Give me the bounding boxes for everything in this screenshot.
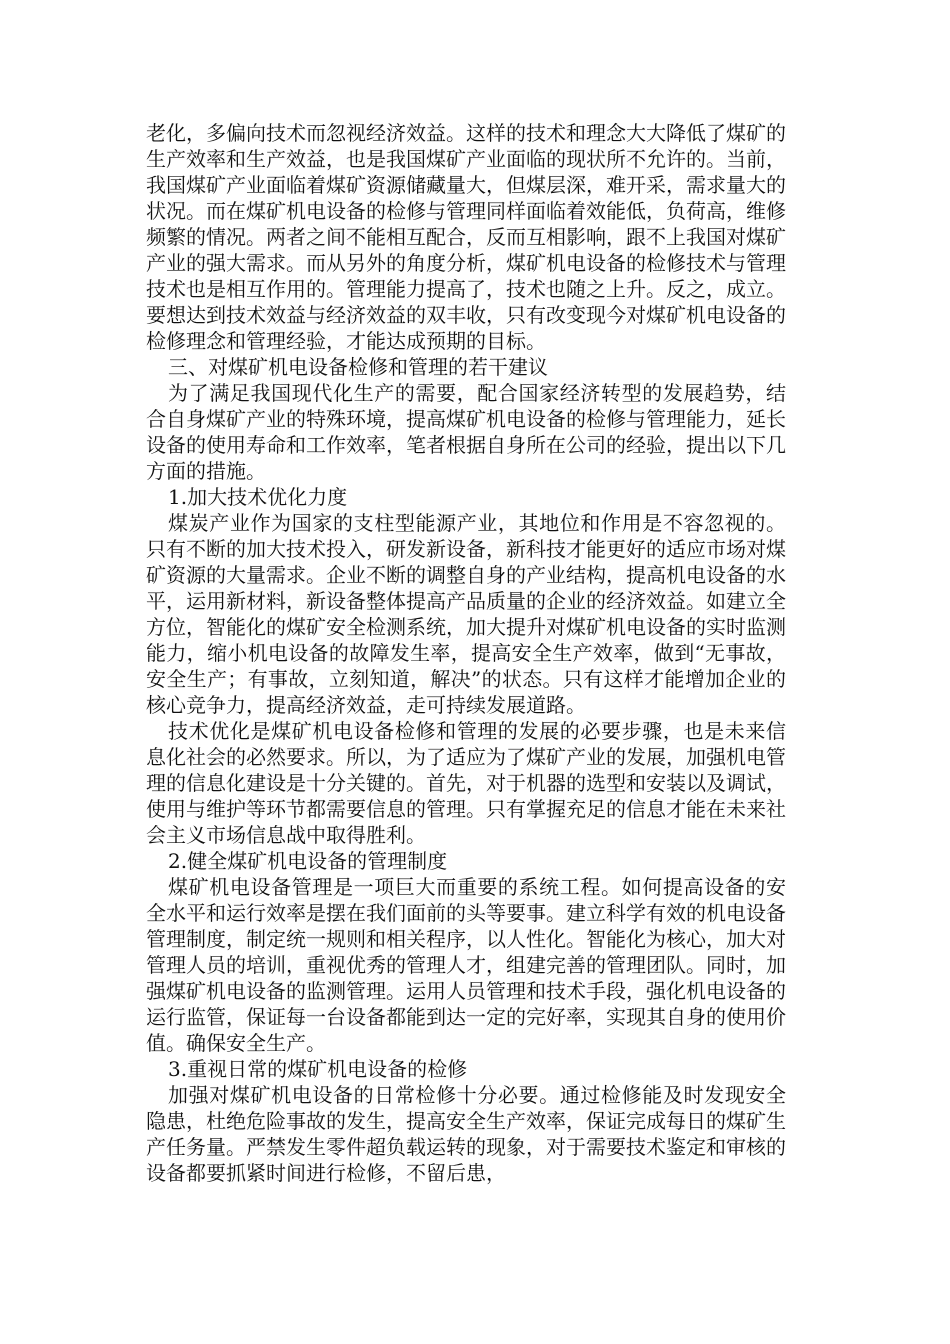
subsection-heading: 1.加大技术优化力度 bbox=[168, 485, 348, 509]
paragraph: 技术优化是煤矿机电设备检修和管理的发展的必要步骤，也是未来信息化社会的必然要求。所以，为了适应为了煤矿产业的发展，加强机电管理的信息化建设是十分关键的。首先，对于机器的选型和安装以及调试，使用与维护等环节都需要信息的管理。只有掌握充足的信息才能在未来社会主义市场信息战中取得胜利。 bbox=[146, 719, 786, 847]
paragraph: 老化，多偏向技术而忽视经济效益。这样的技术和理念大大降低了煤矿的生产效率和生产效益，也是我国煤矿产业面临的现状所不允许的。当前，我国煤矿产业面临着煤矿资源储藏量大，但煤层深，难开采，需求量大的状况。而在煤矿机电设备的检修与管理同样面临着效能低，负荷高，维修频繁的情况。两者之间不能相互配合，反而互相影响，跟不上我国对煤矿产业的强大需求。而从另外的角度分析，煤矿机电设备的检修技术与管理技术也是相互作用的。管理能力提高了，技术也随之上升。反之，成立。要想达到技术效益与经济效益的双丰收，只有改变现今对煤矿机电设备的检修理念和管理经验，才能达成预期的目标。 bbox=[146, 121, 786, 353]
paragraph: 煤矿机电设备管理是一项巨大而重要的系统工程。如何提高设备的安全水平和运行效率是摆在我们面前的头等要事。建立科学有效的机电设备管理制度，制定统一规则和相关程序，以人性化。智能化为核心，加大对管理人员的培训，重视优秀的管理人才，组建完善的管理团队。同时，加强煤矿机电设备的监测管理。运用人员管理和技术手段，强化机电设备的运行监管，保证每一台设备都能到达一定的完好率，实现其自身的使用价值。确保安全生产。 bbox=[146, 875, 786, 1055]
paragraph: 为了满足我国现代化生产的需要，配合国家经济转型的发展趋势，结合自身煤矿产业的特殊环境，提高煤矿机电设备的检修与管理能力，延长设备的使用寿命和工作效率，笔者根据自身所在公司的经验，提出以下几方面的措施。 bbox=[146, 381, 786, 483]
paragraph: 加强对煤矿机电设备的日常检修十分必要。通过检修能及时发现安全隐患，杜绝危险事故的发生，提高安全生产效率，保证完成每日的煤矿生产任务量。严禁发生零件超负载运转的现象，对于需要技术鉴定和审核的设备都要抓紧时间进行检修，不留后患， bbox=[146, 1083, 786, 1185]
paragraph: 煤炭产业作为国家的支柱型能源产业，其地位和作用是不容忽视的。只有不断的加大技术投入，研发新设备，新科技才能更好的适应市场对煤矿资源的大量需求。企业不断的调整自身的产业结构，提高机电设备的水平，运用新材料，新设备整体提高产品质量的企业的经济效益。如建立全方位，智能化的煤矿安全检测系统，加大提升对煤矿机电设备的实时监测能力，缩小机电设备的故障发生率，提高安全生产效率，做到“无事故，安全生产；有事故，立刻知道，解决”的状态。只有这样才能增加企业的核心竞争力，提高经济效益，走可持续发展道路。 bbox=[146, 511, 786, 717]
subsection-heading: 2.健全煤矿机电设备的管理制度 bbox=[168, 849, 448, 873]
document-body bbox=[146, 120, 786, 1186]
subsection-heading: 3.重视日常的煤矿机电设备的检修 bbox=[168, 1057, 468, 1081]
section-heading: 三、对煤矿机电设备检修和管理的若干建议 bbox=[168, 355, 548, 379]
